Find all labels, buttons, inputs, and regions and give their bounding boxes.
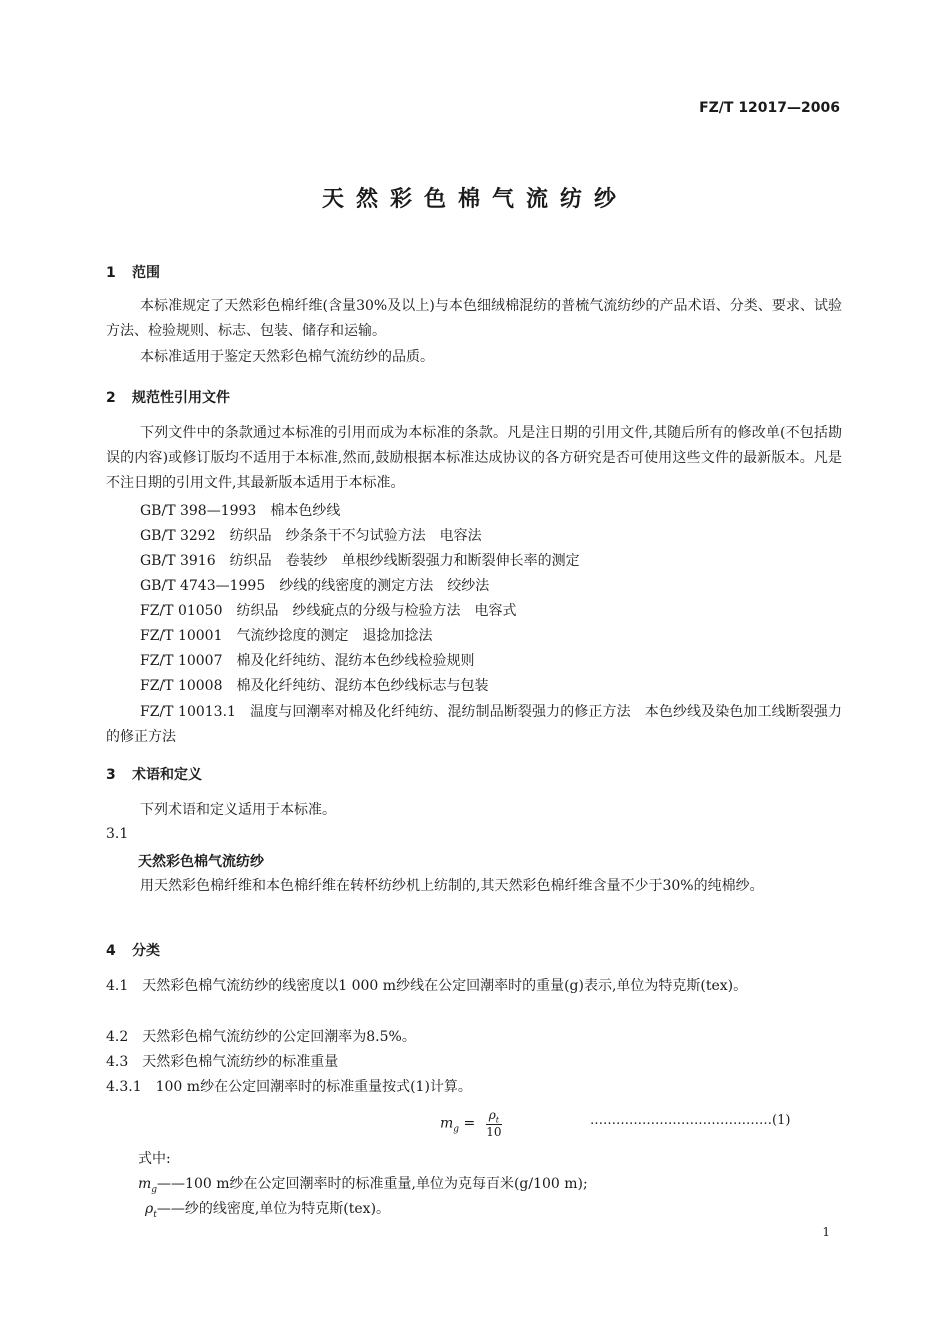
formula-num-sub: t (495, 1115, 499, 1125)
variable-symbol: ρ (145, 1201, 154, 1217)
section-1-para-1: 本标准规定了天然彩色棉纤维(含量30%及以上)与本色细绒棉混纺的普梳气流纺纱的产品术语、分类、要求、试验方法、检验规则、标志、包装、储存和运输。 (106, 298, 842, 339)
clause-number: 3.1 (106, 826, 129, 842)
term-name: 天然彩色棉气流纺纱 (138, 854, 264, 870)
section-4-heading (106, 940, 160, 960)
reference-item: GB/T 3916 纺织品 卷装纱 单根纱线断裂强力和断裂伸长率的测定 (140, 553, 580, 569)
page-title: 天然彩色棉气流纺纱 (321, 187, 628, 212)
section-2-para-1: 下列文件中的条款通过本标准的引用而成为本标准的条款。凡是注日期的引用文件,其随后所有的修改单(不包括勘误的内容)或修订版均不适用于本标准,然而,鼓励根据本标准达成协议的各方研究是否可使用这些文件的最新版本。凡是不注日期的引用文件,其最新版本适用于本标准。 (106, 425, 842, 491)
formula-num-symbol: ρ (488, 1108, 496, 1122)
clause-4-1: 4.1 天然彩色棉气流纺纱的线密度以1 000 m纱线在公定回潮率时的重量(g)表示,单位为特克斯(tex)。 (106, 978, 748, 994)
formula-number: ……………………………………(1) (590, 1113, 791, 1128)
formula-lhs: m (440, 1115, 454, 1132)
formula-numerator (486, 1108, 502, 1125)
variable-symbol: m (138, 1176, 152, 1192)
section-number: 1 (106, 265, 116, 281)
variable-sub: t (153, 1209, 157, 1220)
section-2-heading (106, 387, 230, 407)
section-title: 规范性引用文件 (132, 390, 230, 406)
reference-item: GB/T 4743—1995 纱线的线密度的测定方法 绞纱法 (140, 578, 490, 594)
reference-item: GB/T 3292 纺织品 纱条条干不匀试验方法 电容法 (140, 528, 482, 544)
section-title: 术语和定义 (132, 767, 202, 783)
section-1-heading (106, 262, 160, 282)
doc-code: FZ/T 12017—2006 (699, 100, 840, 116)
variable-desc: ——纱的线密度,单位为特克斯(tex)。 (156, 1201, 391, 1217)
section-3-para-1: 下列术语和定义适用于本标准。 (140, 802, 336, 818)
clause-4-3-1: 4.3.1 100 m纱在公定回潮率时的标准重量按式(1)计算。 (106, 1079, 472, 1095)
variable-definition (145, 1198, 390, 1220)
variable-definition (138, 1173, 588, 1195)
page-number: 1 (822, 1225, 830, 1239)
where-label: 式中: (138, 1151, 171, 1167)
section-number: 4 (106, 943, 116, 959)
variable-desc: ——100 m纱在公定回潮率时的标准重量,单位为克每百米(g/100 m); (157, 1176, 588, 1192)
formula-lhs-sub: g (453, 1124, 460, 1135)
section-number: 2 (106, 390, 116, 406)
reference-item: FZ/T 10008 棉及化纤纯纺、混纺本色纱线标志与包装 (140, 678, 489, 694)
reference-item-last: FZ/T 10013.1 温度与回潮率对棉及化纤纯纺、混纺制品断裂强力的修正方法 本色纱线及染色加工线断裂强力的修正方法 (106, 704, 842, 745)
section-3-heading (106, 764, 202, 784)
reference-item: FZ/T 01050 纺织品 纱线疵点的分级与检验方法 电容式 (140, 603, 517, 619)
clause-4-2: 4.2 天然彩色棉气流纺纱的公定回潮率为8.5%。 (106, 1029, 416, 1045)
section-title: 分类 (132, 943, 160, 959)
term-definition: 用天然彩色棉纤维和本色棉纤维在转杯纺纱机上纺制的,其天然彩色棉纤维含量不少于30%的纯棉纱。 (140, 878, 764, 894)
formula-fraction (486, 1108, 502, 1139)
reference-item: FZ/T 10001 气流纱捻度的测定 退捻加捻法 (140, 628, 433, 644)
clause-4-3: 4.3 天然彩色棉气流纺纱的标准重量 (106, 1054, 339, 1070)
section-1-para-2: 本标准适用于鉴定天然彩色棉气流纺纱的品质。 (140, 349, 434, 365)
reference-item: FZ/T 10007 棉及化纤纯纺、混纺本色纱线检验规则 (140, 653, 475, 669)
section-title: 范围 (132, 265, 160, 281)
reference-item: GB/T 398—1993 棉本色纱线 (140, 503, 341, 519)
formula (440, 1108, 502, 1139)
formula-equals: = (463, 1115, 476, 1132)
section-number: 3 (106, 767, 116, 783)
formula-denominator: 10 (486, 1125, 502, 1140)
variable-sub: g (151, 1184, 158, 1195)
